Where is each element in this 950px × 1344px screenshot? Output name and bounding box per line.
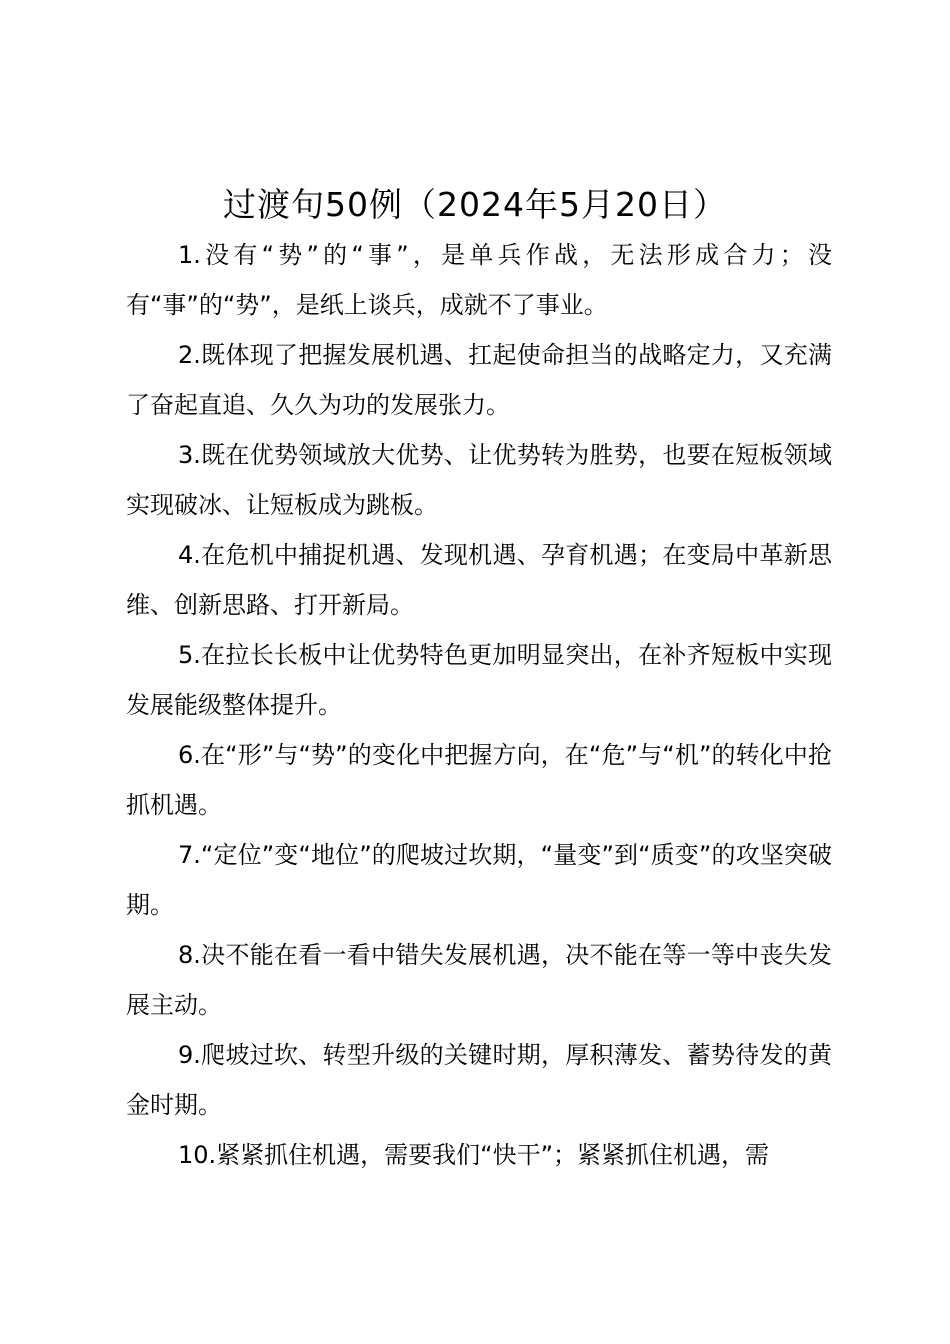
paragraph-3: 3.既在优势领域放大优势、让优势转为胜势，也要在短板领域实现破冰、让短板成为跳板。 [126,441,832,519]
paragraph-2: 2.既体现了把握发展机遇、扛起使命担当的战略定力，又充满了奋起直追、久久为功的发展张力。 [126,341,832,419]
paragraph-4: 4.在危机中捕捉机遇、发现机遇、孕育机遇；在变局中革新思维、创新思路、打开新局。 [126,541,832,619]
paragraph-8: 8.决不能在看一看中错失发展机遇，决不能在等一等中丧失发展主动。 [126,941,832,1019]
paragraph-10: 10.紧紧抓住机遇，需要我们“快干”；紧紧抓住机遇，需 [178,1141,770,1169]
paragraph-6: 6.在“形”与“势”的变化中把握方向，在“危”与“机”的转化中抢抓机遇。 [126,741,832,819]
page-title: 过渡句50例（2024年5月20日） [223,185,727,224]
paragraph-5: 5.在拉长长板中让优势特色更加明显突出，在补齐短板中实现发展能级整体提升。 [126,641,832,719]
document-body [126,230,832,1180]
paragraph-9: 9.爬坡过坎、转型升级的关键时期，厚积薄发、蓄势待发的黄金时期。 [126,1041,832,1119]
paragraph-1: 1.没有“势”的“事”，是单兵作战，无法形成合力；没有“事”的“势”，是纸上谈兵，成就不了事业。 [126,241,832,319]
paragraph-7: 7.“定位”变“地位”的爬坡过坎期，“量变”到“质变”的攻坚突破期。 [126,841,832,919]
